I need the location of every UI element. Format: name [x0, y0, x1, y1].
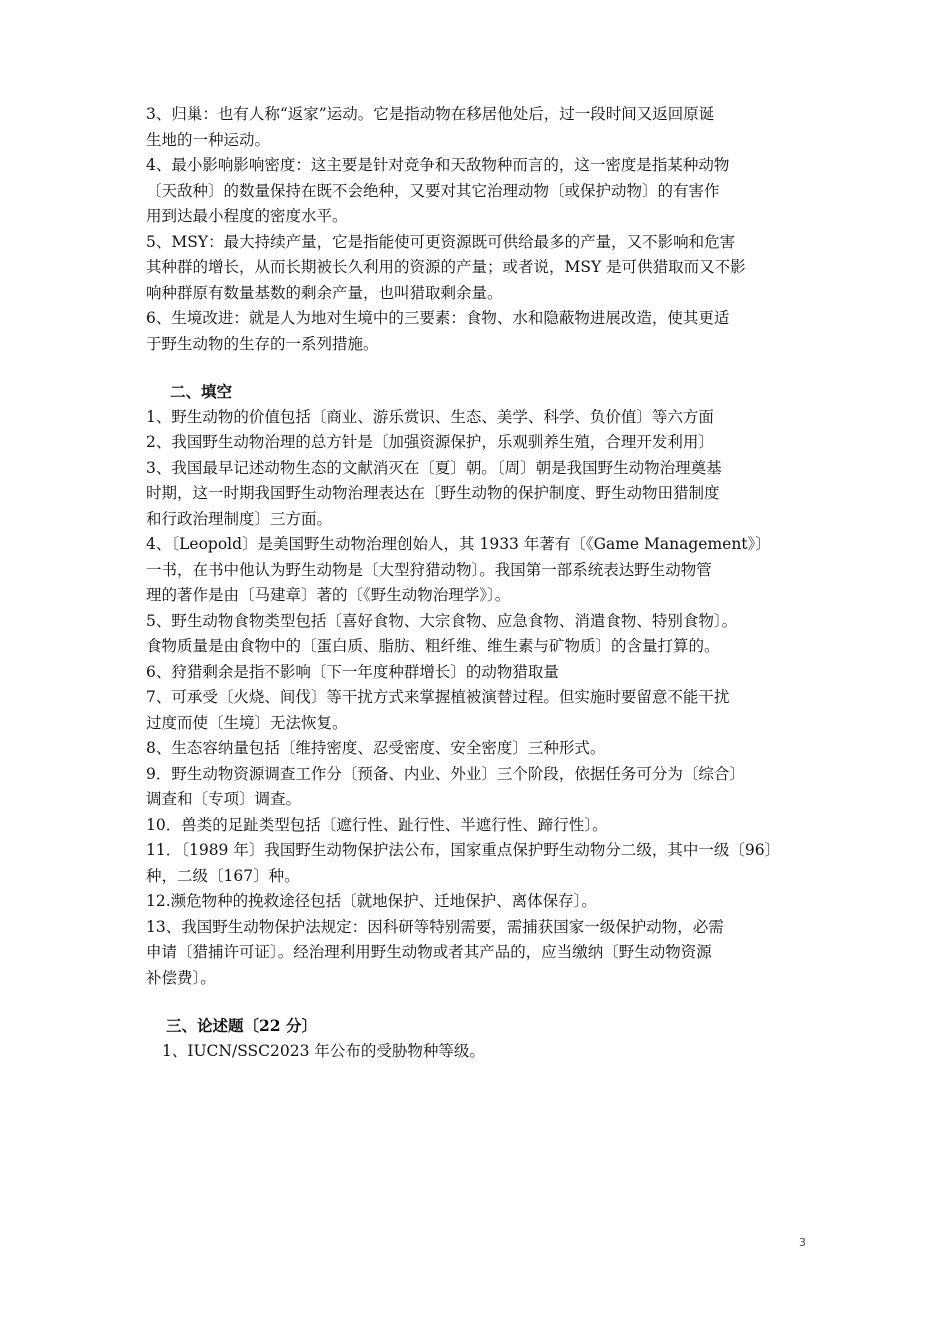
page-number: 3 [799, 1236, 806, 1249]
text-line: 4、最小影响影响密度：这主要是针对竞争和天敌物种而言的，这一密度是指某种动物 [146, 156, 730, 174]
definitions-section [146, 102, 826, 357]
text-line: 理的著作是由〔马建章〕著的〔《野生动物治理学》〕。 [146, 586, 511, 604]
text-line: 5、MSY：最大持续产量，它是指能使可更资源既可供给最多的产量，又不影响和危害 [146, 232, 736, 251]
question-item [146, 889, 826, 915]
text-line: 生地的一种运动。 [146, 130, 271, 149]
text-line: 3、归巢：也有人称“返家”运动。它是指动物在移居他处后，过一段时间又返回原诞 [146, 105, 715, 123]
text-line: 12.濒危物种的挽救途径包括〔就地保护、迁地保护、离体保存〕。 [146, 892, 597, 910]
definition-paragraph [146, 230, 826, 307]
text-line: 其种群的增长，从而长期被长久利用的资源的产量；或者说，MSY 是可供猎取而又不影 [146, 258, 746, 276]
text-line: 申请〔猎捕许可证〕。经治理利用野生动物或者其产品的，应当缴纳〔野生动物资源 [146, 943, 712, 961]
text-line: 种，二级〔167〕种。 [146, 866, 300, 885]
text-line: 调查和〔专项〕调查。 [146, 790, 302, 808]
question-item [146, 456, 826, 533]
definition-paragraph [146, 153, 826, 230]
text-line: 2、我国野生动物治理的总方针是〔加强资源保护，乐观驯养生殖，合理开发利用〕 [146, 433, 714, 451]
section-heading: 三、论述题〔22 分〕 [166, 1016, 317, 1035]
question-item [146, 609, 826, 660]
text-line: 食物质量是由食物中的〔蛋白质、脂肪、粗纤维、维生素与矿物质〕的含量打算的。 [146, 637, 720, 655]
text-line: 用到达最小程度的密度水平。 [146, 207, 348, 225]
text-line: 〔天敌种〕的数量保持在既不会绝种，又要对其它治理动物〔或保护动物〕的有害作 [146, 181, 720, 200]
text-line: 10．兽类的足趾类型包括〔遮行性、趾行性、半遮行性、蹄行性〕。 [146, 815, 608, 834]
essay-question: 1、IUCN/SSC2023 年公布的受胁物种等级。 [162, 1041, 485, 1060]
text-line: 6、生境改进：就是人为地对生境中的三要素：食物、水和隐蔽物进展改造，使其更适 [146, 309, 730, 327]
question-item [146, 532, 826, 609]
question-item [146, 405, 826, 431]
question-item [146, 762, 826, 813]
text-line: 过度而使〔生境〕无法恢复。 [146, 713, 348, 732]
section-spacer [146, 991, 826, 1013]
text-line: 于野生动物的生存的一系列措施。 [146, 334, 379, 353]
question-item [146, 660, 826, 686]
text-line: 时期，这一时期我国野生动物治理表达在〔野生动物的保护制度、野生动物田猎制度 [146, 484, 720, 502]
section-spacer [146, 357, 826, 379]
question-item [146, 430, 826, 456]
text-line: 8、生态容纳量包括〔维持密度、忍受密度、安全密度〕三种形式。 [146, 739, 606, 757]
fill-in-section [146, 379, 826, 991]
text-line: 13、我国野生动物保护法规定：因科研等特别需要，需捕获国家一级保护动物，必需 [146, 917, 724, 936]
text-line: 11．〔1989 年〕我国野生动物保护法公布，国家重点保护野生动物分二级，其中一级〔96〕 [146, 841, 781, 859]
question-item [146, 736, 826, 762]
definition-paragraph [146, 306, 826, 357]
text-line: 9．野生动物资源调查工作分〔预备、内业、外业〕三个阶段，依据任务可分为〔综合〕 [146, 764, 745, 783]
text-line: 补偿费〕。 [146, 968, 216, 987]
text-line: 5、野生动物食物类型包括〔喜好食物、大宗食物、应急食物、消遣食物、特别食物〕。 [146, 611, 738, 630]
text-line: 6、狩猎剩余是指不影响〔下一年度种群增长〕的动物猎取量 [146, 662, 559, 681]
question-item [146, 915, 826, 992]
text-line: 和行政治理制度〕三方面。 [146, 509, 333, 528]
question-item [146, 813, 826, 839]
essay-section [146, 1013, 826, 1064]
definition-paragraph [146, 102, 826, 153]
text-line: 4、〔Leopold〕是美国野生动物治理创始人，其 1933 年著有〔《Game Management》〕 [146, 535, 771, 553]
text-line: 一书，在书中他认为野生动物是〔大型狩猎动物〕。我国第一部系统表达野生动物管 [146, 560, 712, 579]
section-heading: 二、填空 [170, 382, 233, 401]
text-line: 响种群原有数量基数的剩余产量，也叫猎取剩余量。 [146, 283, 503, 302]
question-item [146, 685, 826, 736]
document-body [146, 102, 826, 1064]
text-line: 1、野生动物的价值包括〔商业、游乐赏识、生态、美学、科学、负价值〕等六方面 [146, 407, 714, 426]
question-item [146, 838, 826, 889]
text-line: 3、我国最早记述动物生态的文献消灭在〔夏〕朝。〔周〕朝是我国野生动物治理奠基 [146, 458, 722, 477]
text-line: 7、可承受〔火烧、间伐〕等干扰方式来掌握植被演替过程。但实施时要留意不能干扰 [146, 688, 730, 706]
